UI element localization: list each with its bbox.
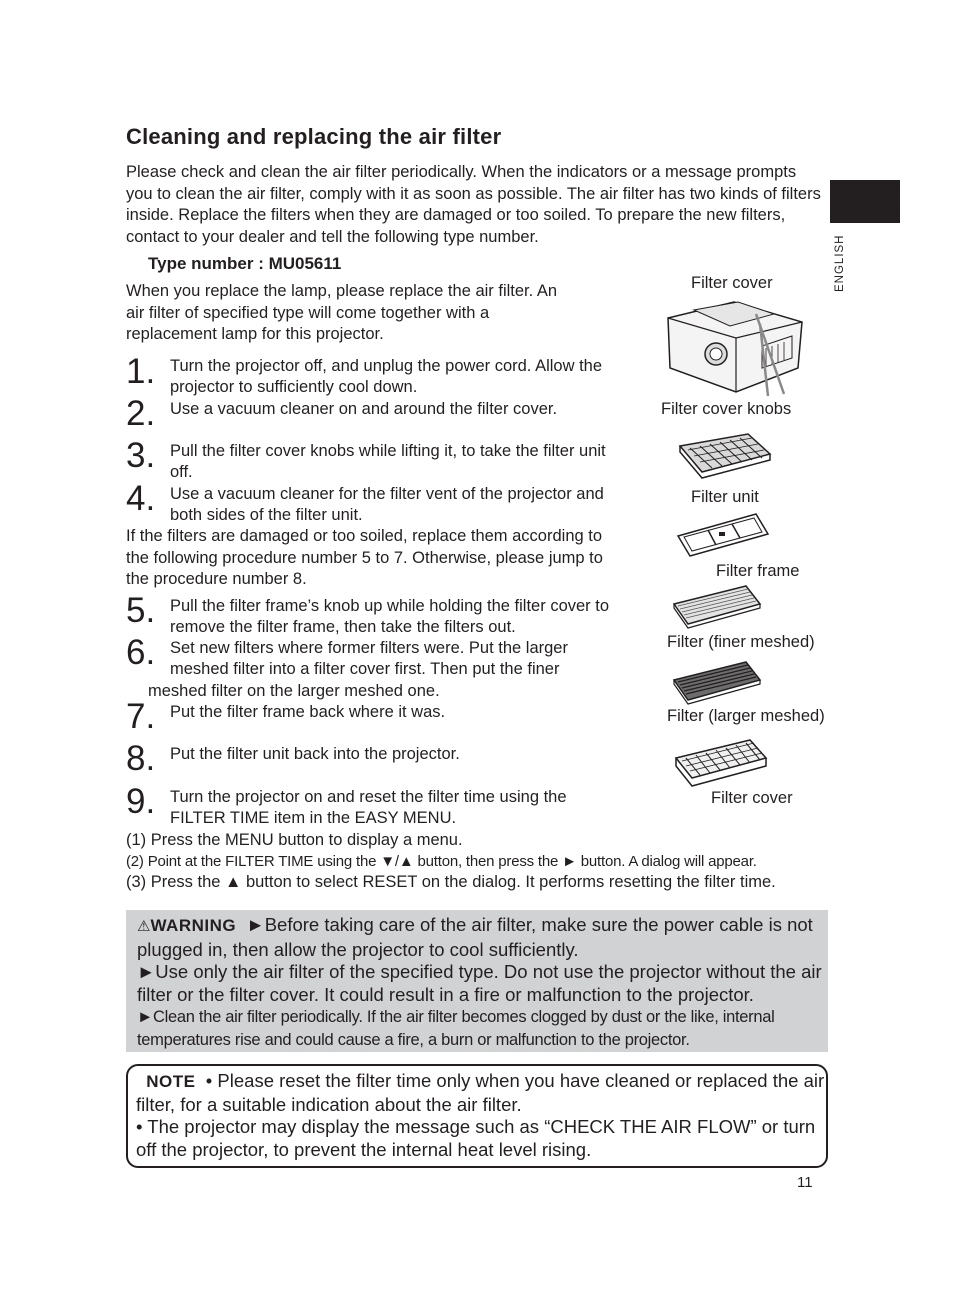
step-9-text: Turn the projector on and reset the filter time using the FILTER TIME item in the EASY MENU. (170, 788, 567, 827)
page-number: 11 (797, 1174, 813, 1191)
type-number: Type number : MU05611 (148, 254, 342, 273)
warning-text-2: ►Use only the air filter of the specified type. Do not use the projector without the air filter or the filter cover. It could result in a fire or malfunction to the projector. (137, 961, 822, 1005)
projector-illustration (664, 296, 806, 400)
step-2-text: Use a vacuum cleaner on and around the filter cover. (170, 400, 558, 418)
note-line-1 (136, 1070, 826, 1116)
step-5-text: Pull the filter frame’s knob up while holding the filter cover to remove the filter frame, then take the filters out. (170, 597, 610, 636)
caption-filter-cover-knobs: Filter cover knobs (661, 400, 792, 418)
lamp-note: When you replace the lamp, please replace the air filter. An air filter of specified type will come together with a replacement lamp for this projector. (126, 282, 558, 343)
step-6-number: 6. (126, 633, 156, 672)
warning-triangle-icon: ⚠ (137, 918, 151, 935)
step-8-text: Put the filter unit back into the projector. (170, 745, 460, 763)
caption-filter-larger: Filter (larger meshed) (667, 707, 825, 725)
warning-content (137, 914, 827, 1051)
filter-frame-illustration (676, 512, 770, 558)
step-6-text: Set new filters where former filters were. Put the larger meshed filter into a filter cover first. Then put the finer (170, 639, 568, 678)
step-2-number: 2. (126, 394, 156, 433)
caption-filter-cover-top: Filter cover (691, 274, 773, 292)
substep-2: (2) Point at the FILTER TIME using the ▼/▲ button, then press the ► button. A dialog will appear. (126, 853, 757, 870)
caption-filter-unit: Filter unit (691, 488, 759, 506)
warning-text-1: ►Before taking care of the air filter, make sure the power cable is not plugged in, then allow the projector to cool sufficiently. (137, 914, 813, 960)
step-1-number: 1. (126, 352, 156, 391)
section-title: Cleaning and replacing the air filter (126, 124, 502, 149)
step-7-text: Put the filter frame back where it was. (170, 703, 446, 721)
step-6-continued: meshed filter on the larger meshed one. (148, 682, 440, 700)
step-4-text: Use a vacuum cleaner for the filter vent of the projector and both sides of the filter unit. (170, 485, 604, 524)
step-3-number: 3. (126, 436, 156, 475)
step-5-number: 5. (126, 591, 156, 630)
warning-line-1 (137, 914, 827, 961)
warning-label: WARNING (150, 916, 237, 935)
note-content (136, 1070, 826, 1161)
caption-filter-frame: Filter frame (716, 562, 800, 580)
caption-filter-cover-bottom: Filter cover (711, 789, 793, 807)
step-4-number: 4. (126, 479, 156, 518)
note-text-1: • Please reset the filter time only when you have cleaned or replaced the air filter, for a suitable indication about the air filter. (136, 1070, 825, 1115)
larger-filter-illustration (672, 660, 762, 704)
note-label: NOTE (146, 1072, 196, 1091)
substep-3: (3) Press the ▲ button to select RESET on the dialog. It performs resetting the filter time. (126, 873, 776, 891)
filter-cover-illustration (674, 738, 770, 786)
step-7-number: 7. (126, 697, 156, 736)
step-3-text: Pull the filter cover knobs while lifting it, to take the filter unit off. (170, 442, 606, 481)
warning-text-3: ►Clean the air filter periodically. If the air filter becomes clogged by dust or the like, internal temperatures rise and could cause a fire, a burn or malfunction to the projector. (137, 1008, 775, 1049)
finer-filter-illustration (672, 584, 762, 628)
procedure-note: If the filters are damaged or too soiled, replace them according to the following procedure number 5 to 7. Otherwise, please jump to the procedure number 8. (126, 527, 603, 588)
substep-1: (1) Press the MENU button to display a menu. (126, 831, 463, 849)
note-text-2: • The projector may display the message such as “CHECK THE AIR FLOW” or turn off the projector, to prevent the internal heat level rising. (136, 1116, 816, 1160)
step-1-text: Turn the projector off, and unplug the power cord. Allow the projector to sufficiently cool down. (170, 357, 603, 396)
intro-paragraph: Please check and clean the air filter periodically. When the indicators or a message prompts you to clean the air filter, comply with it as soon as possible. The air filter has two kinds of filters inside. Replace the filters when they are damaged or too soiled. To prepare the new filters, contact to your dealer and tell the following type number. (126, 163, 821, 246)
filter-unit-illustration (678, 432, 772, 478)
language-tab-marker (830, 180, 900, 223)
step-9-number: 9. (126, 782, 156, 821)
caption-filter-finer: Filter (finer meshed) (667, 633, 815, 651)
step-8-number: 8. (126, 739, 156, 778)
language-label: ENGLISH (834, 234, 846, 292)
